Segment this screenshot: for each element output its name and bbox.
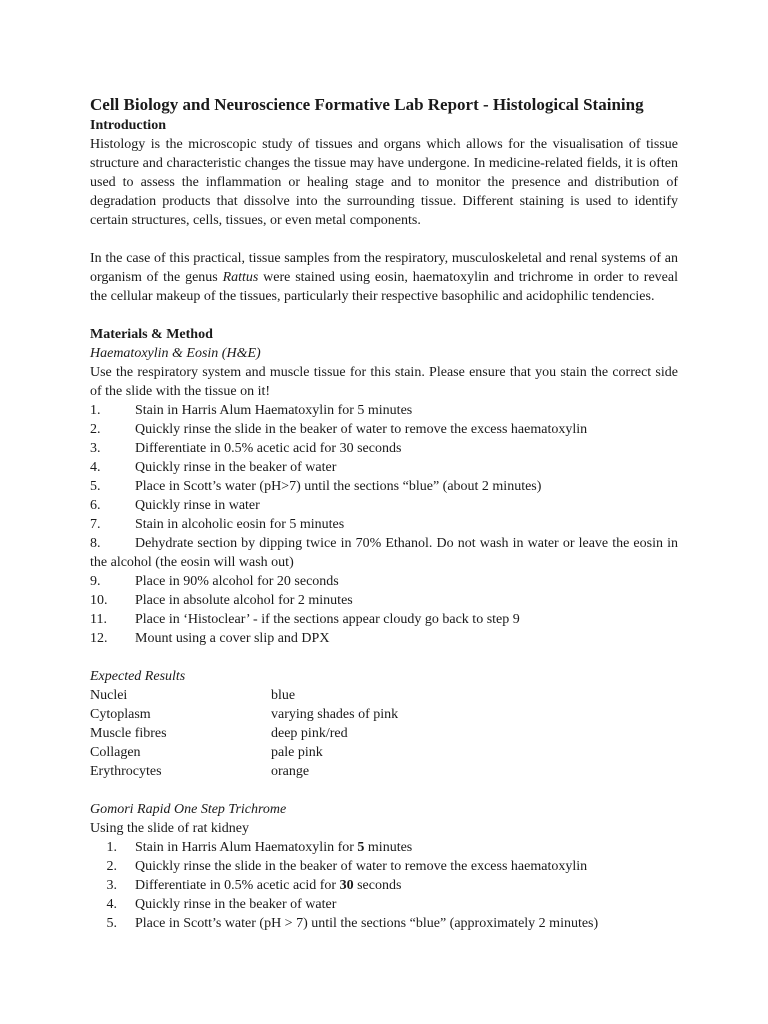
list-item — [90, 610, 678, 629]
step-text-part: Place in Scott’s water (pH > 7) until the sections “blue” (approximately 2 minutes) — [135, 916, 599, 931]
table-row — [90, 743, 678, 762]
intro-p2-text: In the case of this practical, tissue samples from the respiratory, musculoskeletal and renal systems of an organism of the genus — [90, 251, 678, 285]
result-component: Cytoplasm — [90, 707, 151, 722]
result-colour: pale pink — [271, 745, 323, 760]
step-number: 1. — [90, 403, 101, 418]
result-component: Erythrocytes — [90, 764, 162, 779]
step-text: Quickly rinse in the beaker of water — [135, 460, 337, 475]
he-intro: Use the respiratory system and muscle tissue for this stain. Please ensure that you stain the correct side of the slide with the tissue on it! — [90, 365, 678, 399]
step-text: Dehydrate section by dipping twice in 70% Ethanol. Do not wash in water or leave the eosin in the alcohol (the eosin will wash out) — [90, 536, 678, 570]
he-steps-list-continued — [90, 572, 678, 648]
expected-results-heading: Expected Results — [90, 669, 186, 684]
methods-heading: Materials & Method — [90, 327, 213, 342]
result-colour: blue — [271, 688, 296, 703]
step-number: 5. — [106, 916, 117, 931]
step-number: 11. — [90, 612, 107, 627]
step-text-part: Differentiate in 0.5% acetic acid for — [135, 878, 340, 893]
he-steps-list — [90, 401, 678, 534]
list-item — [90, 895, 678, 914]
list-item — [90, 876, 678, 895]
he-subheading: Haematoxylin & Eosin (H&E) — [90, 346, 261, 361]
result-component: Muscle fibres — [90, 726, 167, 741]
step-emphasis: 30 — [339, 878, 354, 893]
step-number: 2. — [90, 422, 101, 437]
list-item — [90, 572, 678, 591]
step-number: 3. — [90, 441, 101, 456]
table-row — [90, 762, 678, 781]
list-item — [90, 629, 678, 648]
spacer — [90, 230, 678, 249]
step-number: 4. — [106, 897, 117, 912]
step-number: 1. — [106, 840, 117, 855]
result-component: Nuclei — [90, 688, 128, 703]
step-number: 12. — [90, 631, 108, 646]
list-item — [90, 838, 678, 857]
list-item — [90, 515, 678, 534]
step-text: Place in absolute alcohol for 2 minutes — [135, 593, 353, 608]
result-component: Collagen — [90, 745, 141, 760]
step-number: 8. — [90, 536, 101, 551]
step-text-part: Quickly rinse in the beaker of water — [135, 897, 337, 912]
expected-results-table — [90, 686, 678, 781]
table-row — [90, 686, 678, 705]
step-text — [135, 914, 678, 933]
step-number: 5. — [90, 479, 101, 494]
spacer — [90, 306, 678, 325]
step-text — [135, 895, 678, 914]
step-text: Place in Scott’s water (pH>7) until the sections “blue” (about 2 minutes) — [135, 479, 542, 494]
step-text: Stain in Harris Alum Haematoxylin for 5 minutes — [135, 403, 413, 418]
step-number: 2. — [106, 859, 117, 874]
step-text: Place in ‘Histoclear’ - if the sections appear cloudy go back to step 9 — [135, 612, 520, 627]
intro-paragraph-2 — [90, 249, 678, 306]
result-colour: varying shades of pink — [271, 707, 399, 722]
list-item — [90, 496, 678, 515]
list-item — [90, 401, 678, 420]
introduction-heading: Introduction — [90, 118, 166, 133]
table-row — [90, 705, 678, 724]
step-text — [135, 857, 678, 876]
step-text: Stain in alcoholic eosin for 5 minutes — [135, 517, 345, 532]
result-colour: deep pink/red — [271, 726, 348, 741]
step-text — [135, 838, 678, 857]
step-text: Mount using a cover slip and DPX — [135, 631, 330, 646]
list-item — [90, 914, 678, 933]
step-text-part: minutes — [364, 840, 413, 855]
step-text-part: Quickly rinse the slide in the beaker of water to remove the excess haematoxylin — [135, 859, 588, 874]
genus-name: Rattus — [222, 270, 259, 285]
he-step-8 — [90, 534, 678, 572]
document-title: Cell Biology and Neuroscience Formative Lab Report - Histological Staining — [90, 95, 644, 114]
step-number: 3. — [106, 878, 117, 893]
result-colour: orange — [271, 764, 310, 779]
intro-p2-text-end: were stained using eosin, haematoxylin and trichrome in order to reveal the cellular makeup of the tissues, particularly their respective basophilic and acidophilic tendencies. — [90, 270, 679, 304]
step-number: 6. — [90, 498, 101, 513]
step-number: 4. — [90, 460, 101, 475]
list-item — [90, 857, 678, 876]
spacer — [90, 781, 678, 800]
step-number: 9. — [90, 574, 101, 589]
list-item — [90, 420, 678, 439]
gomori-subheading: Gomori Rapid One Step Trichrome — [90, 802, 287, 817]
list-item — [90, 439, 678, 458]
step-number: 10. — [90, 593, 108, 608]
step-text: Place in 90% alcohol for 20 seconds — [135, 574, 339, 589]
step-text-part: seconds — [353, 878, 402, 893]
step-text: Quickly rinse in water — [135, 498, 260, 513]
spacer — [90, 648, 678, 667]
gomori-steps-list — [90, 838, 678, 933]
step-number: 7. — [90, 517, 101, 532]
gomori-intro — [90, 819, 678, 838]
step-text-part: Stain in Harris Alum Haematoxylin for — [135, 840, 358, 855]
step-emphasis: 5 — [357, 840, 365, 855]
step-text — [135, 876, 678, 895]
step-text: Differentiate in 0.5% acetic acid for 30 seconds — [135, 441, 402, 456]
list-item — [90, 477, 678, 496]
step-text: Quickly rinse the slide in the beaker of water to remove the excess haematoxylin — [135, 422, 588, 437]
gomori-intro-text: Using the slide of rat kidney — [90, 821, 250, 836]
intro-paragraph-1: Histology is the microscopic study of tissues and organs which allows for the visualisation of tissue structure and characteristic changes the tissue may have undergone. In medicine-related fields, it is often used to assess the inflammation or healing stage and to monitor the presence and distribution of degradation products that dissolve into the surrounding tissue. Different staining is used to identify certain structures, cells, tissues, or even metal components. — [90, 137, 678, 228]
list-item — [90, 591, 678, 610]
list-item — [90, 458, 678, 477]
table-row — [90, 724, 678, 743]
